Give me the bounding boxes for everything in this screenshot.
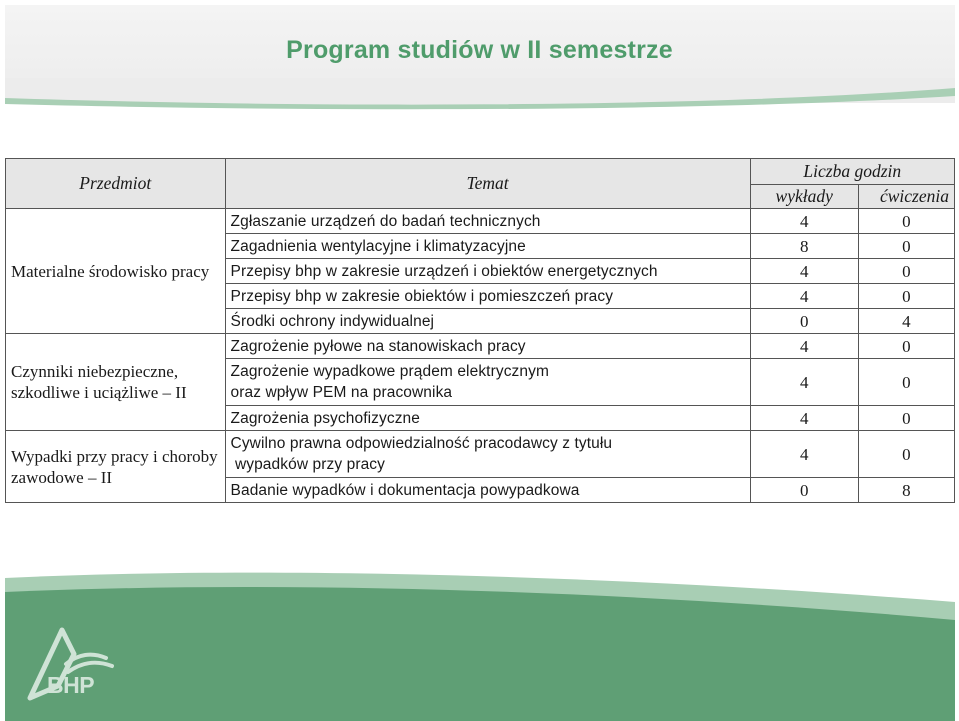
exercises-cell: 8 xyxy=(858,478,954,503)
table-row xyxy=(6,209,955,234)
lectures-cell: 4 xyxy=(750,431,858,478)
exercises-cell: 0 xyxy=(858,209,954,234)
header-exercises: ćwiczenia xyxy=(858,184,954,209)
lectures-cell: 0 xyxy=(750,309,858,334)
topic-line: Cywilno prawna odpowiedzialność pracodawcy z tytułu xyxy=(230,435,613,452)
topic-cell: Zagrożenie pyłowe na stanowiskach pracy xyxy=(225,334,750,359)
subject-cell: Czynniki niebezpieczne, szkodliwe i uciążliwe – II xyxy=(6,334,226,431)
page-title: Program studiów w II semestrze xyxy=(286,36,673,64)
subject-cell: Materialne środowisko pracy xyxy=(6,209,226,334)
exercises-cell: 0 xyxy=(858,431,954,478)
topic-cell: Badanie wypadków i dokumentacja powypadkowa xyxy=(225,478,750,503)
header-hours: Liczba godzin xyxy=(750,159,954,185)
topic-cell: Środki ochrony indywidualnej xyxy=(225,309,750,334)
title-banner-wave xyxy=(5,78,955,110)
exercises-cell: 0 xyxy=(858,406,954,431)
exercises-cell: 0 xyxy=(858,359,954,406)
topic-line: oraz wpływ PEM na pracownika xyxy=(230,384,453,401)
exercises-cell: 0 xyxy=(858,259,954,284)
header-lectures: wykłady xyxy=(750,184,858,209)
topic-cell: Zgłaszanie urządzeń do badań technicznych xyxy=(225,209,750,234)
lectures-cell: 4 xyxy=(750,406,858,431)
exercises-cell: 0 xyxy=(858,284,954,309)
exercises-cell: 0 xyxy=(858,234,954,259)
lectures-cell: 4 xyxy=(750,359,858,406)
topic-line: wypadków przy pracy xyxy=(230,456,386,473)
header-topic: Temat xyxy=(225,159,750,209)
lectures-cell: 4 xyxy=(750,209,858,234)
subject-cell: Wypadki przy pracy i choroby zawodowe – II xyxy=(6,431,226,503)
topic-cell xyxy=(225,359,750,406)
lectures-cell: 4 xyxy=(750,284,858,309)
program-table xyxy=(5,158,955,503)
topic-cell xyxy=(225,431,750,478)
lectures-cell: 0 xyxy=(750,478,858,503)
footer-wave xyxy=(0,568,959,721)
lectures-cell: 4 xyxy=(750,259,858,284)
logo-text: BHP xyxy=(47,672,95,698)
topic-line: Zagrożenie wypadkowe prądem elektrycznym xyxy=(230,363,549,380)
exercises-cell: 0 xyxy=(858,334,954,359)
topic-cell: Zagadnienia wentylacyjne i klimatyzacyjne xyxy=(225,234,750,259)
table-row xyxy=(6,431,955,478)
table-row xyxy=(6,334,955,359)
lectures-cell: 8 xyxy=(750,234,858,259)
lectures-cell: 4 xyxy=(750,334,858,359)
exercises-cell: 4 xyxy=(858,309,954,334)
header-subject: Przedmiot xyxy=(6,159,226,209)
topic-cell: Zagrożenia psychofizyczne xyxy=(225,406,750,431)
topic-cell: Przepisy bhp w zakresie urządzeń i obiektów energetycznych xyxy=(225,259,750,284)
topic-cell: Przepisy bhp w zakresie obiektów i pomieszczeń pracy xyxy=(225,284,750,309)
